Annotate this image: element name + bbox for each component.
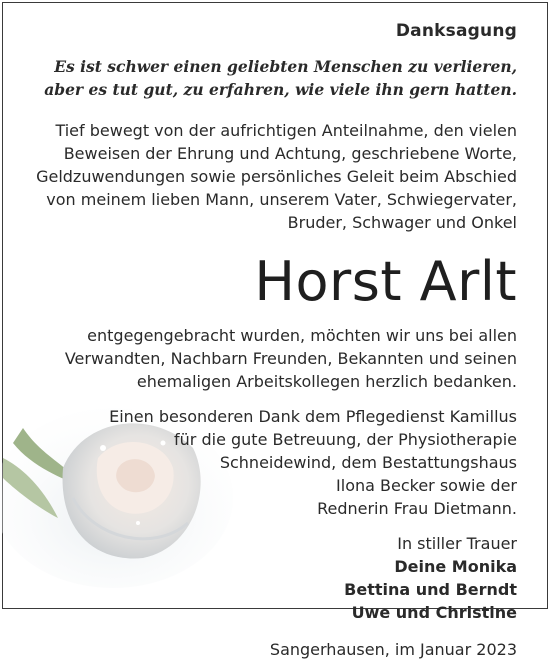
thanks-line: entgegengebracht wurden, möchten wir uns bei allen <box>87 326 517 345</box>
mourner-name: Bettina und Berndt <box>344 580 517 599</box>
special-thanks-line: Rednerin Frau Dietmann. <box>317 499 517 518</box>
special-thanks-line: für die gute Betreuung, der Physiotherapie <box>174 430 517 449</box>
intro-line: Beweisen der Ehrung und Achtung, geschriebene Worte, <box>63 144 517 163</box>
special-thanks-paragraph <box>17 405 517 520</box>
notice-heading: Danksagung <box>395 21 517 41</box>
place-date: Sangerhausen, im Januar 2023 <box>269 640 517 659</box>
thanks-paragraph <box>17 324 517 393</box>
intro-line: Tief bewegt von der aufrichtigen Anteilnahme, den vielen <box>55 121 517 140</box>
thanks-line: ehemaligen Arbeitskollegen herzlich bedanken. <box>136 372 517 391</box>
obituary-notice <box>2 2 548 659</box>
special-thanks-line: Ilona Becker sowie der <box>336 476 517 495</box>
quote <box>17 55 517 101</box>
intro-line: Geldzuwendungen sowie persönliches Geleit beim Abschied <box>36 167 517 186</box>
mourning-line: In stiller Trauer <box>397 534 517 553</box>
mourner-name: Uwe und Christine <box>351 603 517 622</box>
signature-block <box>17 532 517 624</box>
quote-line: aber es tut gut, zu erfahren, wie viele ihn gern hatten. <box>44 80 517 99</box>
notice-text <box>17 3 517 659</box>
intro-paragraph <box>17 119 517 234</box>
intro-line: von meinem lieben Mann, unserem Vater, Schwiegervater, <box>46 190 517 209</box>
quote-line: Es ist schwer einen geliebten Menschen zu verlieren, <box>54 57 517 76</box>
special-thanks-line: Einen besonderen Dank dem Pflegedienst Kamillus <box>109 407 517 426</box>
thanks-line: Verwandten, Nachbarn Freunden, Bekannten und seinen <box>64 349 517 368</box>
special-thanks-line: Schneidewind, dem Bestattungshaus <box>219 453 517 472</box>
mourner-name: Deine Monika <box>394 557 517 576</box>
intro-line: Bruder, Schwager und Onkel <box>287 213 517 232</box>
deceased-name: Horst Arlt <box>254 250 517 313</box>
